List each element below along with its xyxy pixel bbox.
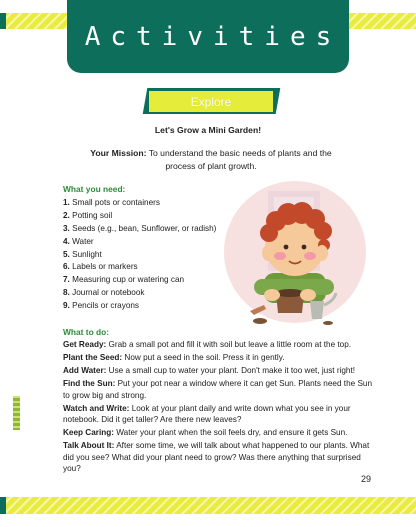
- steps-heading: What to do:: [63, 327, 110, 337]
- explore-banner: [149, 91, 273, 112]
- explore-label: Explore: [190, 94, 232, 109]
- step-label: Keep Caring:: [63, 428, 114, 438]
- item-number: 5.: [63, 249, 70, 259]
- list-item: [63, 210, 216, 223]
- needs-list: [63, 197, 216, 313]
- list-item: [63, 365, 375, 377]
- step-label: Find the Sun:: [63, 378, 116, 388]
- list-item: [63, 287, 216, 300]
- item-text: Labels or markers: [72, 262, 138, 272]
- mission-text: To understand the basic needs of plants and the process of plant growth.: [146, 148, 332, 171]
- step-label: Add Water:: [63, 365, 107, 375]
- list-item: [63, 223, 216, 236]
- step-label: Get Ready:: [63, 340, 107, 349]
- item-number: 8.: [63, 288, 70, 298]
- item-number: 7.: [63, 275, 70, 285]
- activity-title: Let's Grow a Mini Garden!: [154, 125, 262, 135]
- item-number: 6.: [63, 262, 70, 272]
- list-item: [63, 197, 216, 210]
- item-text: Small pots or containers: [72, 198, 160, 207]
- item-text: Water: [72, 236, 94, 246]
- needs-heading: What you need:: [63, 184, 126, 194]
- item-number: 2.: [63, 210, 70, 220]
- top-left-edge-mark: [0, 13, 6, 29]
- list-item: [63, 274, 216, 287]
- step-label: Watch and Write:: [63, 403, 130, 413]
- header-banner: [67, 0, 349, 73]
- list-item: [63, 440, 375, 475]
- list-item: [63, 300, 216, 313]
- mission-paragraph: [76, 147, 346, 173]
- step-text: Look at your plant daily and write down what you see in your notebook. Did it get taller? Are there new leaves?: [63, 403, 351, 425]
- list-item: [63, 249, 216, 262]
- item-text: Pencils or crayons: [72, 301, 140, 311]
- list-item: [63, 339, 375, 351]
- item-number: 1.: [63, 198, 70, 207]
- side-tab-marker: [13, 396, 20, 430]
- item-number: 9.: [63, 301, 70, 311]
- list-item: [63, 403, 375, 426]
- step-text: Put your pot near a window where it can get Sun. Plants need the Sun to grow big and strong.: [63, 378, 373, 400]
- mission-label: Your Mission:: [90, 148, 147, 158]
- step-text: After some time, we will talk about what happened to our plants. What did you see? What did your plant need to grow? Was there anything that surprised you?: [63, 441, 370, 474]
- item-text: Sunlight: [72, 249, 102, 259]
- step-label: Plant the Seed:: [63, 352, 123, 362]
- child-gardening-illustration: [224, 181, 366, 333]
- list-item: [63, 261, 216, 274]
- step-text: Now put a seed in the soil. Press it in gently.: [122, 352, 285, 362]
- step-text: Grab a small pot and fill it with soil but leave a little room at the top.: [106, 340, 352, 349]
- list-item: [63, 378, 375, 401]
- page-number: 29: [361, 474, 372, 484]
- bottom-stripe-band: [0, 497, 416, 514]
- steps-list: [63, 339, 375, 476]
- item-text: Journal or notebook: [72, 288, 145, 298]
- step-label: Talk About It:: [63, 441, 115, 451]
- item-number: 4.: [63, 236, 70, 246]
- list-item: [63, 352, 375, 364]
- page-title: Activities: [84, 21, 342, 52]
- item-number: 3.: [63, 223, 70, 233]
- item-text: Measuring cup or watering can: [72, 275, 185, 285]
- step-text: Use a small cup to water your plant. Don't make it too wet, just right!: [106, 365, 356, 375]
- item-text: Seeds (e.g., bean, Sunflower, or radish): [72, 223, 217, 233]
- list-item: [63, 427, 375, 439]
- bottom-left-edge-mark: [0, 497, 6, 514]
- item-text: Potting soil: [72, 210, 113, 220]
- step-text: Water your plant when the soil feels dry, and ensure it gets Sun.: [113, 428, 348, 438]
- list-item: [63, 236, 216, 249]
